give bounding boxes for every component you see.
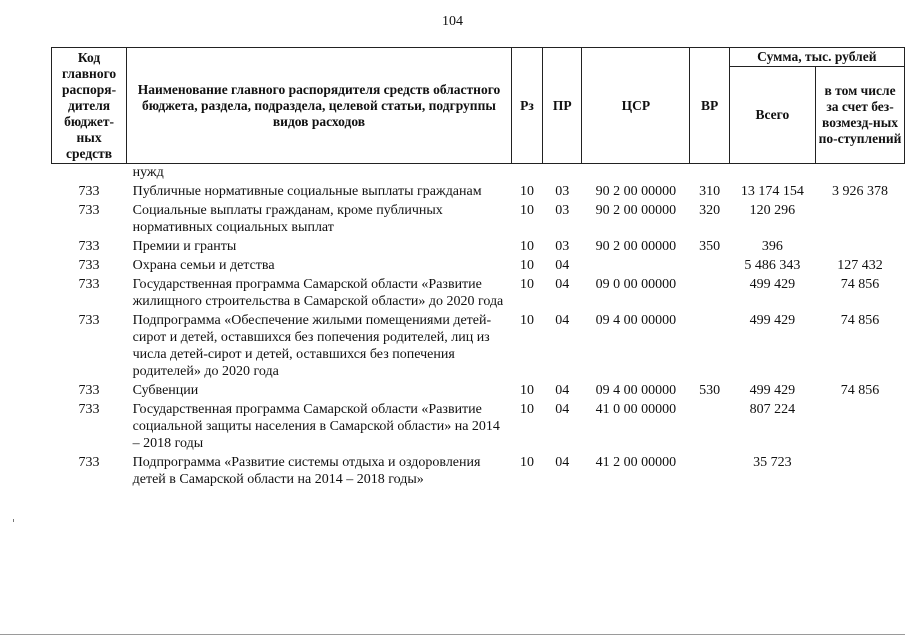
header-total: Всего xyxy=(729,67,815,164)
row-pr xyxy=(543,164,582,184)
table-header xyxy=(52,48,905,164)
row-csr: 41 0 00 00000 xyxy=(595,402,677,417)
row-rz: 10 xyxy=(519,277,534,292)
row-total: 499 429 xyxy=(749,383,796,398)
row-gratuitous: 74 856 xyxy=(840,313,880,328)
table-row xyxy=(52,312,905,382)
row-vr xyxy=(690,276,729,312)
row-rz: 10 xyxy=(519,402,534,417)
row-name: Государственная программа Самарской области «Развитие социальной защиты населения в Самарской области» на 2014 – 2018 годы xyxy=(132,402,500,451)
row-name: Публичные нормативные социальные выплаты гражданам xyxy=(132,184,482,199)
row-total xyxy=(729,164,815,184)
header-gratuitous: в том числе за счет без-возмезд-ных по-ступлений xyxy=(816,67,905,164)
row-rz: 10 xyxy=(519,383,534,398)
row-vr: 310 xyxy=(699,184,721,199)
row-csr: 90 2 00 00000 xyxy=(595,203,677,218)
header-csr: ЦСР xyxy=(582,48,690,164)
table-row xyxy=(52,382,905,401)
row-rz: 10 xyxy=(519,184,534,199)
row-code: 733 xyxy=(78,402,100,417)
row-pr: 04 xyxy=(555,313,570,328)
table-row xyxy=(52,183,905,202)
row-total: 13 174 154 xyxy=(740,184,804,199)
row-name: Охрана семьи и детства xyxy=(132,258,275,273)
row-gratuitous: 74 856 xyxy=(840,383,880,398)
header-vr: ВР xyxy=(690,48,729,164)
row-csr xyxy=(582,164,690,184)
row-rz: 10 xyxy=(519,313,534,328)
row-csr: 90 2 00 00000 xyxy=(595,184,677,199)
row-rz: 10 xyxy=(519,455,534,470)
row-vr xyxy=(690,257,729,276)
header-name: Наименование главного распорядителя средств областного бюджета, раздела, подраздела, целевой статьи, подгруппы видов расходов xyxy=(127,48,512,164)
row-code: 733 xyxy=(78,184,100,199)
row-code: 733 xyxy=(78,277,100,292)
row-rz: 10 xyxy=(519,203,534,218)
table-row xyxy=(52,401,905,454)
row-code: 733 xyxy=(78,258,100,273)
row-csr: 09 0 00 00000 xyxy=(595,277,677,292)
row-pr: 04 xyxy=(555,455,570,470)
row-name: Подпрограмма «Обеспечение жилыми помещениями детей-сирот и детей, оставшихся без попечения родителей, лиц из числа детей-сирот и детей, оставшихся без попечения родителей» до 2020 года xyxy=(132,313,492,379)
row-total: 5 486 343 xyxy=(744,258,801,273)
table-row xyxy=(52,454,905,490)
row-total: 35 723 xyxy=(753,455,792,470)
row-code: 733 xyxy=(78,455,100,470)
row-pr: 03 xyxy=(555,184,570,199)
table-row xyxy=(52,164,905,184)
row-vr xyxy=(690,164,729,184)
row-vr xyxy=(690,454,729,490)
page-number: 104 xyxy=(442,14,463,29)
row-pr: 04 xyxy=(555,258,570,273)
row-name: Премии и гранты xyxy=(132,239,237,254)
row-gratuitous xyxy=(816,401,905,454)
row-pr: 04 xyxy=(555,383,570,398)
row-total: 499 429 xyxy=(749,313,796,328)
row-name: Государственная программа Самарской области «Развитие жилищного строительства в Самарской области» до 2020 года xyxy=(132,277,504,309)
table-row xyxy=(52,238,905,257)
header-code: Код главного распоря-дителя бюджет-ных средств xyxy=(52,48,127,164)
row-gratuitous xyxy=(816,202,905,238)
row-rz: 10 xyxy=(519,258,534,273)
row-csr xyxy=(582,257,690,276)
row-gratuitous xyxy=(816,164,905,184)
row-vr: 320 xyxy=(699,203,721,218)
row-pr: 04 xyxy=(555,402,570,417)
header-pr: ПР xyxy=(543,48,582,164)
row-vr: 530 xyxy=(699,383,721,398)
table-row xyxy=(52,202,905,238)
table-row xyxy=(52,257,905,276)
row-vr xyxy=(690,312,729,382)
page-bottom-edge xyxy=(0,634,905,635)
row-code: 733 xyxy=(78,383,100,398)
row-gratuitous: 3 926 378 xyxy=(832,184,889,199)
row-gratuitous xyxy=(816,454,905,490)
row-total: 120 296 xyxy=(749,203,796,218)
budget-table xyxy=(51,47,905,490)
header-rz: Рз xyxy=(511,48,542,164)
row-code: 733 xyxy=(78,313,100,328)
row-total: 807 224 xyxy=(749,402,796,417)
row-vr: 350 xyxy=(699,239,721,254)
row-pr: 04 xyxy=(555,277,570,292)
row-name: нужд xyxy=(132,165,164,180)
row-csr: 09 4 00 00000 xyxy=(595,383,677,398)
row-csr: 09 4 00 00000 xyxy=(595,313,677,328)
row-gratuitous xyxy=(816,238,905,257)
row-name: Социальные выплаты гражданам, кроме публичных нормативных социальных выплат xyxy=(132,203,443,235)
row-name: Подпрограмма «Развитие системы отдыха и оздоровления детей в Самарской области на 2014 – 2018 годы» xyxy=(132,455,481,487)
table-row xyxy=(52,276,905,312)
row-gratuitous: 127 432 xyxy=(837,258,883,273)
row-pr: 03 xyxy=(555,239,570,254)
scan-speck xyxy=(13,519,14,522)
header-sum: Сумма, тыс. рублей xyxy=(729,48,904,67)
row-gratuitous: 74 856 xyxy=(840,277,880,292)
row-code: 733 xyxy=(78,239,100,254)
row-rz: 10 xyxy=(519,239,534,254)
row-name: Субвенции xyxy=(132,383,199,398)
row-total: 396 xyxy=(761,239,783,254)
row-vr xyxy=(690,401,729,454)
row-total: 499 429 xyxy=(749,277,796,292)
row-code: 733 xyxy=(78,203,100,218)
row-csr: 41 2 00 00000 xyxy=(595,455,677,470)
row-csr: 90 2 00 00000 xyxy=(595,239,677,254)
row-rz xyxy=(511,164,542,184)
table-body xyxy=(52,164,905,491)
row-code xyxy=(52,164,127,184)
row-pr: 03 xyxy=(555,203,570,218)
